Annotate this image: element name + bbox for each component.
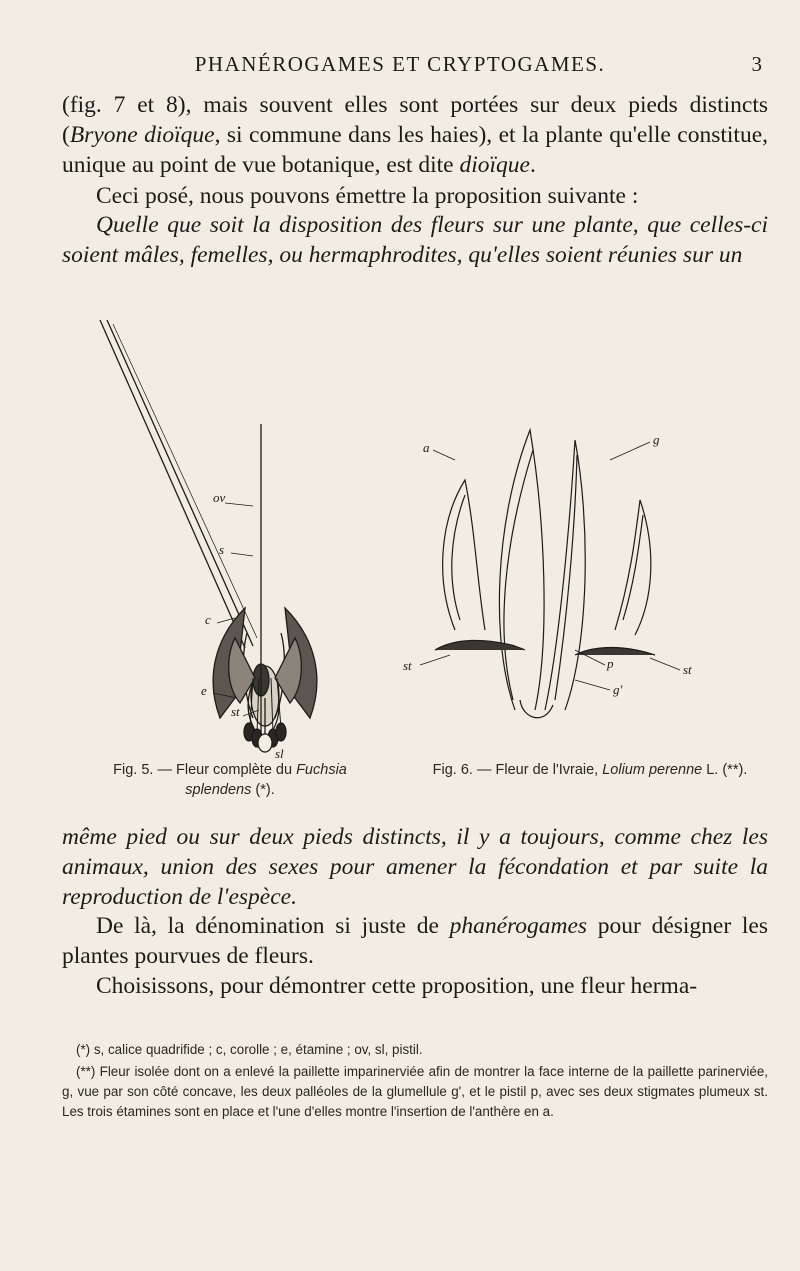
proposition-continued: même pied ou sur deux pieds distincts, il y a toujours, comme chez les animaux, union des sexes pour amener la fécondation et par suite la reproduction de l'espèce. bbox=[62, 824, 768, 910]
page-number: 3 bbox=[751, 52, 762, 76]
paragraph-2: Ceci posé, nous pouvons émettre la proposition suivante : bbox=[96, 183, 639, 209]
fig6-caption-italic: Lolium perenne bbox=[602, 762, 703, 778]
fuchsia-illustration bbox=[95, 318, 330, 763]
paragraph-5-text-a: De là, la dénomination si juste de bbox=[96, 913, 450, 939]
proposition-text: Quelle que soit la disposition des fleurs sur une plante, que celles-ci soient mâles, femelles, ou hermaphrodites, qu'elles soient réunies sur un bbox=[62, 212, 768, 268]
label-st-right: st bbox=[683, 662, 692, 677]
dioique-term: dioïque bbox=[459, 152, 530, 178]
fig5-caption-italic: Fuchsia splendens bbox=[185, 762, 347, 798]
fig6-caption-a: Fig. 6. — Fleur de l'Ivraie, bbox=[432, 762, 603, 778]
footnotes bbox=[62, 1040, 768, 1124]
paragraph-1-text-b: , si commune dans les haies), et la plante qu'elle constitue, unique au point de vue botanique, est dite bbox=[62, 122, 768, 178]
paragraph-1-text-a: (fig. 7 et 8), mais souvent elles sont portées sur deux pieds distincts ( bbox=[62, 92, 768, 148]
footnote-1: (*) s, calice quadrifide ; c, corolle ; e, étamine ; ov, sl, pistil. bbox=[76, 1042, 423, 1057]
label-sl: sl bbox=[275, 746, 284, 761]
label-p: p bbox=[607, 656, 614, 671]
footnote-2: (**) Fleur isolée dont on a enlevé la paillette imparinerviée afin de montrer la face interne de la paillette parinerviée, g, vue par son côté concave, les deux palléoles de la glumellule g', et le pistil p, avec ses deux stigmates plumeux st. Les trois étamines sont en place et l'une d'elles montre l'insertion de l'anthère en a. bbox=[62, 1064, 768, 1119]
label-ov: ov bbox=[213, 490, 226, 505]
figure-6-lolium bbox=[395, 400, 705, 730]
bryone-dioique: Bryone dioïque bbox=[69, 122, 215, 148]
label-st-left: st bbox=[403, 658, 412, 673]
paragraph-4 bbox=[62, 822, 768, 912]
figure-6-caption bbox=[430, 760, 750, 780]
fig6-caption-b: L. (**). bbox=[702, 762, 748, 778]
label-st: st bbox=[231, 704, 240, 719]
fig5-caption-a: Fig. 5. — Fleur complète du bbox=[113, 762, 297, 778]
running-title: PHANÉROGAMES ET CRYPTOGAMES. bbox=[194, 52, 606, 76]
label-a: a bbox=[423, 440, 430, 455]
paragraph-3 bbox=[62, 210, 768, 270]
paragraph-1-text-c: . bbox=[529, 152, 536, 178]
paragraph-6: Choisissons, pour démontrer cette proposition, une fleur herma- bbox=[96, 973, 698, 999]
phanerogames-term: phanérogames bbox=[449, 913, 588, 939]
figure-5-fuchsia bbox=[95, 318, 330, 763]
paragraph-5-text-b: pour désigner les plantes pourvues de fleurs. bbox=[62, 913, 768, 969]
label-s: s bbox=[219, 542, 225, 557]
figure-5-caption bbox=[90, 760, 370, 800]
paragraph-5 bbox=[62, 911, 768, 971]
label-e: e bbox=[201, 683, 207, 698]
lolium-illustration bbox=[395, 400, 705, 730]
label-g-prime: g' bbox=[613, 682, 623, 697]
label-c: c bbox=[205, 612, 211, 627]
label-g: g bbox=[653, 432, 660, 447]
paragraph-1 bbox=[62, 90, 768, 180]
page-header bbox=[0, 52, 800, 82]
fig5-caption-b: (*). bbox=[251, 782, 275, 798]
